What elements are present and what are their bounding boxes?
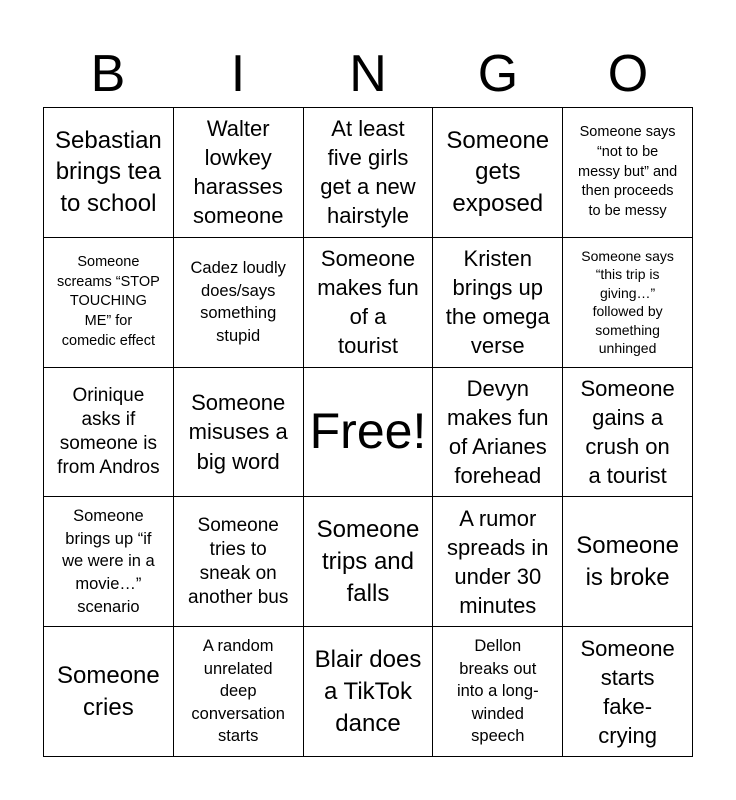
bingo-cell-r5-c3[interactable] [304,627,434,757]
bingo-cell-r5-c5[interactable] [563,627,693,757]
header-letter-b: B [90,45,126,103]
header-letter-g: G [477,45,519,103]
bingo-cell-r1-c3[interactable] [304,108,434,238]
bingo-cell-r3-c2[interactable] [174,368,304,498]
cell-text: Orinique asks if someone is from Andros [57,385,160,478]
bingo-cell-r2-c3[interactable] [304,238,434,368]
bingo-cell-r1-c2[interactable] [174,108,304,238]
free-space-text: Free! [309,403,427,460]
cell-text: Someone brings up “if we were in a movie…” scenario [62,507,155,616]
cell-text: Someone screams “STOP TOUCHING ME” for comedic effect [56,254,160,349]
bingo-cell-r4-c4[interactable] [433,497,563,627]
cell-text: Someone is broke [576,531,679,591]
cell-text: Sebastian brings tea to school [55,126,162,218]
bingo-cell-r5-c2[interactable] [174,627,304,757]
cell-text: Someone says “not to be messy but” and then proceeds to be messy [578,124,678,219]
bingo-cell-r2-c5[interactable] [563,238,693,368]
bingo-cell-r2-c2[interactable] [174,238,304,368]
bingo-cell-r5-c4[interactable] [433,627,563,757]
header-letter-o: O [607,45,649,103]
cell-text: Someone gets exposed [446,126,550,218]
cell-text: Kristen brings up the omega verse [445,246,550,359]
cell-text: Dellon breaks out into a long- winded speech [456,637,539,746]
bingo-header [43,40,693,108]
bingo-cell-r2-c4[interactable] [433,238,563,368]
bingo-grid [43,107,693,757]
cell-text: Someone makes fun of a tourist [317,246,419,359]
bingo-cell-r1-c1[interactable] [44,108,174,238]
cell-text: Walter lowkey harasses someone [192,116,284,229]
bingo-cell-r3-c4[interactable] [433,368,563,498]
bingo-cell-r4-c2[interactable] [174,497,304,627]
cell-text: Devyn makes fun of Arianes forehead [447,375,549,489]
cell-text: Blair does a TikTok dance [314,645,422,737]
cell-text: Someone cries [57,661,160,721]
header-letter-n: N [349,45,387,103]
bingo-cell-r4-c1[interactable] [44,497,174,627]
bingo-cell-r4-c5[interactable] [563,497,693,627]
cell-text: Someone says “this trip is giving…” followed by something unhinged [581,247,674,357]
bingo-cell-r3-c5[interactable] [563,368,693,498]
bingo-cell-r3-c1[interactable] [44,368,174,498]
bingo-cell-r2-c1[interactable] [44,238,174,368]
cell-text: Someone tries to sneak on another bus [188,515,289,608]
cell-text: Someone misuses a big word [188,390,288,474]
cell-text: Cadez loudly does/says something stupid [190,259,286,345]
bingo-cell-free[interactable] [304,368,434,498]
header-letter-i: I [230,45,246,103]
cell-text: A random unrelated deep conversation starts [191,637,285,746]
bingo-cell-r4-c3[interactable] [304,497,434,627]
cell-text: Someone gains a crush on a tourist [580,375,675,489]
cell-text: Someone trips and falls [316,515,420,607]
bingo-cell-r1-c4[interactable] [433,108,563,238]
cell-text: A rumor spreads in under 30 minutes [447,505,549,618]
cell-text: At least five girls get a new hairstyle [320,116,416,229]
cell-text: Someone starts fake- crying [580,635,675,748]
bingo-cell-r5-c1[interactable] [44,627,174,757]
bingo-cell-r1-c5[interactable] [563,108,693,238]
